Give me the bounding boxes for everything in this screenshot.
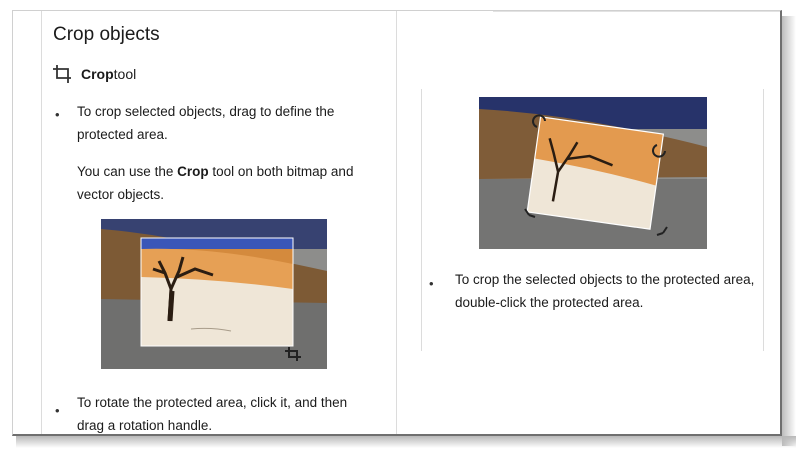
tool-suffix: tool [113, 66, 137, 82]
rotate-example-image [479, 97, 707, 249]
crop-instruction: To crop selected objects, drag to define the protected area. [77, 104, 335, 142]
bullet-marker: • [429, 276, 434, 291]
page-title: Crop objects [53, 24, 160, 45]
top-divider [493, 11, 782, 12]
crop-note-tool: Crop [177, 164, 209, 179]
crop-note-prefix: You can use the [77, 164, 178, 179]
help-document [12, 10, 782, 436]
crop-icon [53, 65, 73, 83]
finalize-crop-instruction: To crop the selected objects to the protected area, double-click the protected area. [455, 272, 755, 310]
bullet-marker: • [55, 107, 60, 122]
bullet-marker: • [55, 403, 60, 418]
frame-shadow-bottom [16, 436, 796, 448]
crop-example-image [101, 219, 327, 369]
tool-name: Crop [81, 66, 114, 82]
crop-note-suffix: tool on both bitmap and vector objects. [77, 164, 354, 202]
frame-shadow-right [782, 16, 796, 446]
rotate-instruction: To rotate the protected area, click it, and then drag a rotation handle. [77, 395, 348, 433]
crop-note [77, 160, 367, 206]
tool-label [53, 65, 136, 83]
